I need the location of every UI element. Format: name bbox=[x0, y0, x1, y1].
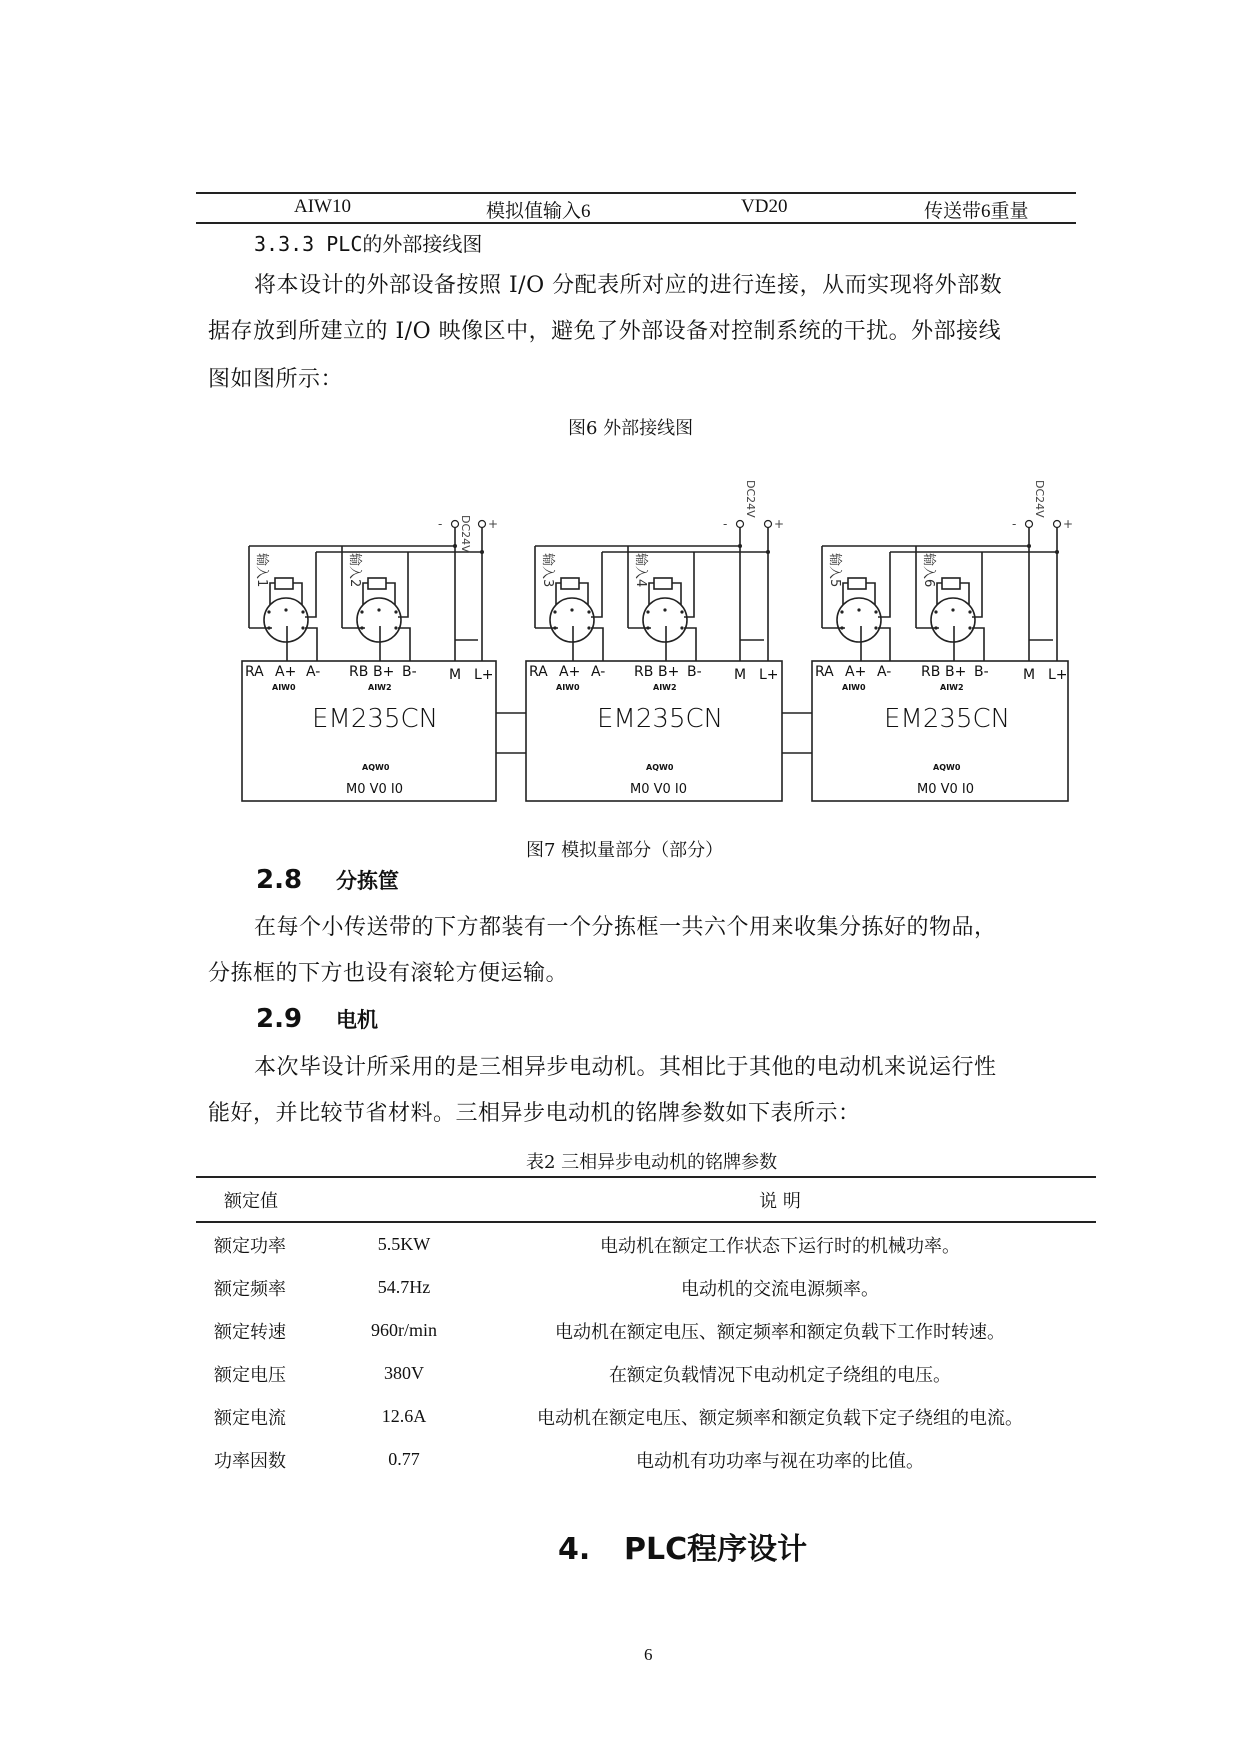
param-desc: 电动机的交流电源频率。 bbox=[681, 1278, 879, 1300]
chapter-number: 4. bbox=[558, 1532, 591, 1567]
param-name: 额定频率 bbox=[214, 1278, 286, 1300]
terminal-label: M bbox=[1023, 667, 1036, 683]
param-value: 5.5KW bbox=[377, 1234, 431, 1254]
paragraph-line: 图如图所示： bbox=[208, 367, 344, 392]
channel-label: AIW2 bbox=[653, 683, 677, 692]
table-caption: 表2 三相异步电动机的铭牌参数 bbox=[526, 1152, 778, 1173]
io-description: 传送带6重量 bbox=[924, 201, 1029, 222]
terminal-label: A- bbox=[877, 664, 892, 680]
terminal-label: A- bbox=[591, 664, 606, 680]
terminal-label: A- bbox=[306, 664, 321, 680]
paragraph-line: 将本设计的外部设备按照 I/O 分配表所对应的进行连接，从而实现将外部数 bbox=[254, 273, 1003, 298]
param-desc: 在额定负载情况下电动机定子绕组的电压。 bbox=[609, 1364, 951, 1386]
header-rated-value: 额定值 bbox=[196, 1178, 344, 1222]
table-header-row bbox=[196, 1178, 1096, 1222]
paragraph-line: 据存放到所建立的 I/O 映像区中，避免了外部设备对控制系统的干扰。外部接线 bbox=[208, 319, 1002, 344]
channel-label: AIW2 bbox=[940, 683, 964, 692]
param-name: 额定功率 bbox=[214, 1235, 286, 1257]
param-name: 额定电压 bbox=[214, 1364, 286, 1386]
table-row bbox=[196, 1352, 1096, 1395]
terminal-label: RA bbox=[245, 664, 264, 680]
table-row bbox=[196, 1266, 1096, 1309]
terminal-label: RB bbox=[921, 664, 941, 680]
supply-label: DC24V bbox=[459, 515, 472, 553]
terminal-label: L+ bbox=[1048, 667, 1068, 683]
supply-plus: + bbox=[488, 517, 499, 531]
figure-caption: 图7 模拟量部分（部分） bbox=[526, 840, 724, 861]
param-name: 额定转速 bbox=[214, 1321, 286, 1343]
terminal-label: A+ bbox=[845, 664, 867, 680]
subsection-heading: 3.3.3 PLC的外部接线图 bbox=[254, 232, 483, 256]
motor-spec-table bbox=[196, 1178, 1096, 1481]
terminal-label: A+ bbox=[559, 664, 581, 680]
param-value: 12.6A bbox=[381, 1406, 427, 1426]
param-value: 0.77 bbox=[388, 1449, 420, 1469]
param-name: 功率因数 bbox=[214, 1450, 286, 1472]
channel-label: AIW0 bbox=[272, 683, 296, 692]
supply-minus: - bbox=[438, 517, 443, 531]
wiring-diagram bbox=[0, 0, 1240, 830]
table-row bbox=[196, 1222, 1096, 1266]
module-name: EM235CN bbox=[312, 704, 439, 734]
param-desc: 电动机有功功率与视在功率的比值。 bbox=[636, 1450, 924, 1472]
channel-label: AIW0 bbox=[556, 683, 580, 692]
terminal-label: B- bbox=[974, 664, 989, 680]
param-value: 960r/min bbox=[371, 1320, 437, 1340]
terminal-label: L+ bbox=[759, 667, 779, 683]
terminal-label: L+ bbox=[474, 667, 494, 683]
module-3 bbox=[812, 524, 1068, 801]
terminal-label: B+ bbox=[658, 664, 680, 680]
terminal-label: M bbox=[449, 667, 462, 683]
paragraph-line: 能好，并比较节省材料。三相异步电动机的铭牌参数如下表所示： bbox=[208, 1101, 861, 1126]
figure-caption: 图6 外部接线图 bbox=[568, 418, 694, 439]
section-heading bbox=[256, 865, 399, 895]
bottom-terminals: M0 V0 I0 bbox=[630, 782, 688, 797]
section-title: 电机 bbox=[336, 1008, 378, 1032]
terminal-label: RB bbox=[349, 664, 369, 680]
input-label: 输入2 bbox=[347, 553, 362, 588]
supply-minus: - bbox=[723, 517, 728, 531]
channel-label: AIW0 bbox=[842, 683, 866, 692]
input-label: 输入1 bbox=[254, 553, 269, 588]
param-value: 54.7Hz bbox=[377, 1277, 431, 1297]
input-label: 输入5 bbox=[827, 553, 842, 588]
paragraph-line: 分拣框的下方也设有滚轮方便运输。 bbox=[208, 961, 569, 986]
section-number: 2.8 bbox=[256, 865, 303, 895]
section-number: 2.9 bbox=[256, 1004, 303, 1034]
io-variable: VD20 bbox=[741, 196, 788, 217]
input-label: 输入6 bbox=[921, 553, 936, 588]
terminal-label: RB bbox=[634, 664, 654, 680]
param-name: 额定电流 bbox=[214, 1407, 286, 1429]
module-name: EM235CN bbox=[884, 704, 1011, 734]
output-label: AQW0 bbox=[933, 763, 961, 772]
chapter-heading bbox=[558, 1524, 807, 1568]
param-desc: 电动机在额定电压、额定频率和额定负载下工作时转速。 bbox=[555, 1321, 1005, 1343]
header-blank bbox=[344, 1178, 464, 1222]
paragraph-line: 在每个小传送带的下方都装有一个分拣框一共六个用来收集分拣好的物品， bbox=[254, 915, 997, 940]
module-2 bbox=[526, 524, 782, 801]
terminal-label: A+ bbox=[275, 664, 297, 680]
terminal-label: B+ bbox=[945, 664, 967, 680]
bottom-terminals: M0 V0 I0 bbox=[917, 782, 975, 797]
output-label: AQW0 bbox=[646, 763, 674, 772]
section-heading bbox=[256, 1004, 378, 1034]
input-label: 输入3 bbox=[540, 553, 555, 588]
table-row bbox=[196, 1438, 1096, 1481]
supply-label: DC24V bbox=[744, 480, 757, 518]
module-name: EM235CN bbox=[597, 704, 724, 734]
section-title: 分拣筐 bbox=[336, 869, 399, 893]
output-label: AQW0 bbox=[362, 763, 390, 772]
io-name: 模拟值输入6 bbox=[486, 201, 591, 222]
supply-label: DC24V bbox=[1033, 480, 1046, 518]
io-address: AIW10 bbox=[294, 196, 351, 217]
table-row bbox=[196, 1395, 1096, 1438]
table-row bbox=[196, 1309, 1096, 1352]
module-1 bbox=[242, 524, 496, 801]
terminal-label: B+ bbox=[373, 664, 395, 680]
terminal-label: RA bbox=[815, 664, 834, 680]
supply-plus: + bbox=[1063, 517, 1074, 531]
page-number: 6 bbox=[644, 1645, 653, 1664]
param-desc: 电动机在额定工作状态下运行时的机械功率。 bbox=[600, 1235, 960, 1257]
terminal-label: B- bbox=[687, 664, 702, 680]
input-label: 输入4 bbox=[633, 553, 648, 588]
supply-plus: + bbox=[774, 517, 785, 531]
param-value: 380V bbox=[384, 1363, 424, 1383]
terminal-label: RA bbox=[529, 664, 548, 680]
header-description: 说 明 bbox=[464, 1178, 1096, 1222]
bottom-terminals: M0 V0 I0 bbox=[346, 782, 404, 797]
supply-minus: - bbox=[1012, 517, 1017, 531]
terminal-label: B- bbox=[402, 664, 417, 680]
terminal-label: M bbox=[734, 667, 747, 683]
paragraph-line: 本次毕设计所采用的是三相异步电动机。其相比于其他的电动机来说运行性 bbox=[254, 1055, 997, 1080]
param-desc: 电动机在额定电压、额定频率和额定负载下定子绕组的电流。 bbox=[537, 1407, 1023, 1429]
channel-label: AIW2 bbox=[368, 683, 392, 692]
chapter-title: PLC程序设计 bbox=[624, 1532, 808, 1567]
